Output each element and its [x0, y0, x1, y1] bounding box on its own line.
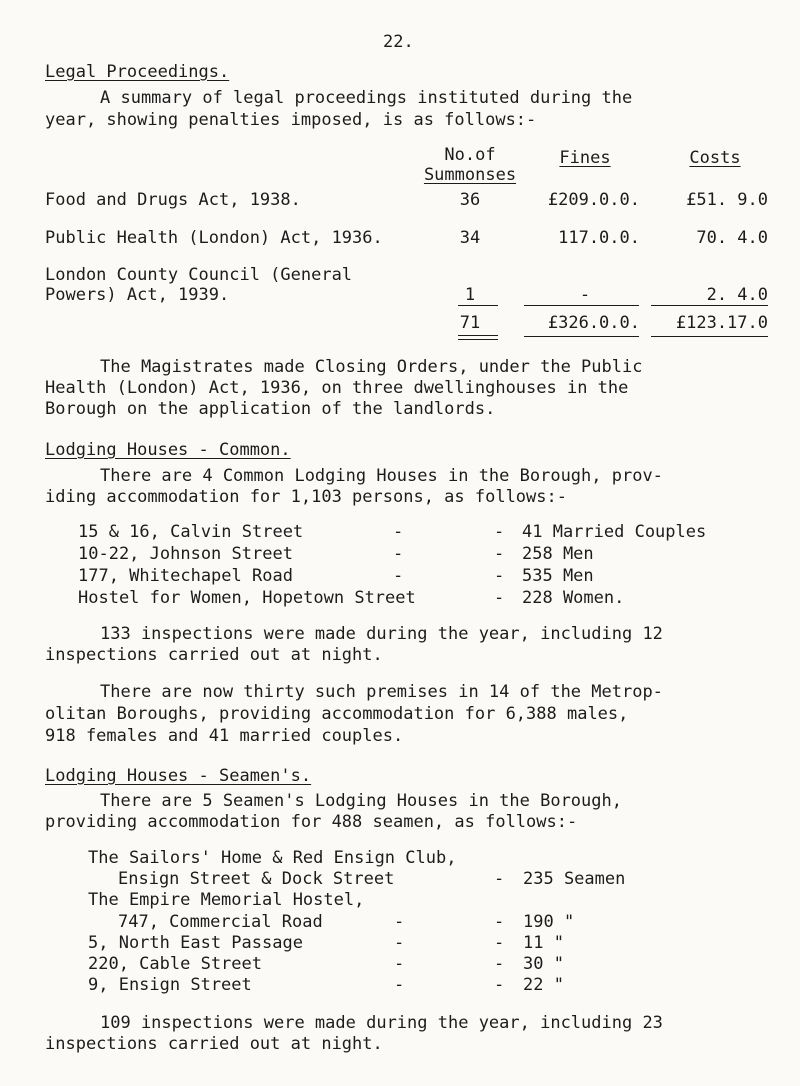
house-name: 220, Cable Street	[88, 954, 262, 974]
legal-closing-line2: Health (London) Act, 1936, on three dwellinghouses in the	[45, 378, 629, 398]
fines-value: £209.0.0.	[547, 190, 640, 210]
total-summonses: 71	[459, 313, 481, 333]
dash: -	[394, 933, 405, 953]
costs-value: 70. 4.0	[696, 228, 768, 248]
fines-value: -	[579, 285, 591, 305]
costs-value: 2. 4.0	[706, 285, 768, 305]
total-rule-summonses	[458, 335, 498, 340]
house-name: Hostel for Women, Hopetown Street	[78, 588, 416, 608]
col-costs: Costs	[689, 148, 741, 168]
summonses-value: 36	[459, 190, 481, 210]
subtotal-rule-fines	[524, 305, 639, 306]
subtotal-rule-costs	[651, 305, 768, 306]
dash: -	[394, 954, 405, 974]
legal-intro-line1: A summary of legal proceedings instituted during the	[100, 88, 633, 108]
house-count: 41 Married Couples	[522, 522, 707, 542]
total-rule-fines	[524, 336, 639, 337]
house-count: 535 Men	[522, 566, 594, 586]
common-intro-line1: There are 4 Common Lodging Houses in the Borough, prov-	[100, 466, 663, 486]
common-heading: Lodging Houses - Common.	[45, 440, 291, 460]
house-name: 10-22, Johnson Street	[78, 544, 293, 564]
metro-line3: 918 females and 41 married couples.	[45, 726, 404, 746]
dash: -	[393, 522, 404, 542]
fines-value: 117.0.0.	[558, 228, 640, 248]
legal-heading: Legal Proceedings.	[45, 62, 230, 82]
common-insp-line2: inspections carried out at night.	[45, 645, 383, 665]
house-name-line1: The Empire Memorial Hostel,	[88, 890, 365, 910]
common-insp-line1: 133 inspections were made during the year, including 12	[100, 624, 663, 644]
dash: -	[494, 566, 505, 586]
house-name: 9, Ensign Street	[88, 975, 252, 995]
house-name: 5, North East Passage	[88, 933, 303, 953]
seamen-heading: Lodging Houses - Seamen's.	[45, 766, 312, 786]
house-name-line1: The Sailors' Home & Red Ensign Club,	[88, 848, 457, 868]
house-count: 235 Seamen	[523, 869, 626, 889]
col-summonses-line1: No.of	[444, 145, 496, 165]
house-count: 190 "	[523, 912, 575, 932]
dash: -	[394, 975, 405, 995]
house-count: 11 "	[523, 933, 564, 953]
dash: -	[494, 933, 505, 953]
house-name-line2: 747, Commercial Road	[118, 912, 323, 932]
house-name-line2: Ensign Street & Dock Street	[118, 869, 395, 889]
seamen-intro-line1: There are 5 Seamen's Lodging Houses in the Borough,	[100, 791, 622, 811]
house-count: 228 Women.	[522, 588, 625, 608]
total-rule-costs	[651, 336, 768, 337]
metro-line2: olitan Boroughs, providing accommodation for 6,388 males,	[45, 704, 629, 724]
act-name: Food and Drugs Act, 1938.	[45, 190, 301, 210]
act-name-line1: London County Council (General	[45, 265, 353, 285]
dash: -	[494, 522, 505, 542]
house-name: 177, Whitechapel Road	[78, 566, 293, 586]
dash: -	[393, 566, 404, 586]
house-count: 258 Men	[522, 544, 594, 564]
house-count: 30 "	[523, 954, 564, 974]
dash: -	[494, 975, 505, 995]
act-name: Public Health (London) Act, 1936.	[45, 228, 383, 248]
dash: -	[393, 544, 404, 564]
legal-closing-line3: Borough on the application of the landlords.	[45, 399, 496, 419]
metro-line1: There are now thirty such premises in 14 of the Metrop-	[100, 682, 663, 702]
seamen-intro-line2: providing accommodation for 488 seamen, as follows:-	[45, 812, 578, 832]
dash: -	[394, 912, 405, 932]
dash: -	[494, 544, 505, 564]
costs-value: £51. 9.0	[686, 190, 768, 210]
dash: -	[494, 912, 505, 932]
dash: -	[494, 588, 505, 608]
col-summonses-line2: Summonses	[423, 165, 517, 185]
seamen-insp-line2: inspections carried out at night.	[45, 1034, 383, 1054]
page-number: 22.	[383, 32, 414, 52]
total-fines: £326.0.0.	[547, 313, 640, 333]
total-costs: £123.17.0	[675, 313, 768, 333]
seamen-insp-line1: 109 inspections were made during the year, including 23	[100, 1013, 663, 1033]
house-name: 15 & 16, Calvin Street	[78, 522, 304, 542]
subtotal-rule-summonses	[458, 305, 498, 306]
legal-closing-line1: The Magistrates made Closing Orders, under the Public	[100, 357, 643, 377]
summonses-value: 1	[464, 285, 476, 305]
legal-intro-line2: year, showing penalties imposed, is as follows:-	[45, 110, 537, 130]
dash: -	[494, 954, 505, 974]
summonses-value: 34	[459, 228, 481, 248]
common-intro-line2: iding accommodation for 1,103 persons, as follows:-	[45, 487, 567, 507]
col-fines: Fines	[559, 148, 611, 168]
act-name-line2: Powers) Act, 1939.	[45, 285, 230, 305]
house-count: 22 "	[523, 975, 564, 995]
dash: -	[494, 869, 505, 889]
